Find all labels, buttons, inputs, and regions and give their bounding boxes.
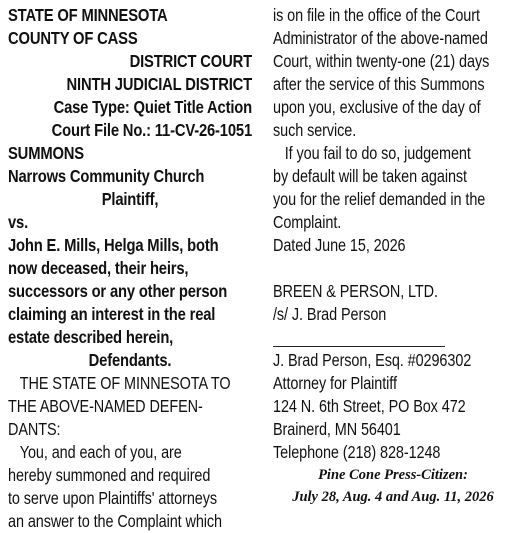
publication-paper: Pine Cone Press-Citizen: [318,467,468,483]
right-column [273,4,513,508]
body-line: hereby summoned and required [8,465,211,485]
spacer [273,257,513,280]
left-column [8,4,252,533]
body-line: Complaint. [273,212,342,232]
court-heading: DISTRICT COURT [129,51,252,71]
defendants-line: claiming an interest in the real [8,304,216,324]
body-line: to serve upon Plaintiffs' attorneys [8,488,218,508]
signature-rule [273,336,445,347]
attorney-street: 124 N. 6th Street, PO Box 472 [273,396,466,416]
document-title: SUMMONS [8,143,84,163]
case-type: Case Type: Quiet Title Action [53,97,252,117]
body-line: Court, within twenty-one (21) days [273,51,490,71]
defendants-line: successors or any other person [8,281,228,301]
court-file-number: Court File No.: 11-CV-26-1051 [51,120,253,140]
plaintiff-role: Plaintiff, [101,189,159,209]
body-line: such service. [273,120,357,140]
defendants-line: now deceased, their heirs, [8,258,189,278]
district-heading: NINTH JUDICIAL DISTRICT [66,74,253,94]
body-line: THE ABOVE-NAMED DEFEN- [8,396,203,416]
body-line: an answer to the Complaint which [8,511,222,531]
body-line: THE STATE OF MINNESOTA TO [19,373,231,393]
body-line: you for the relief demanded in the [273,189,486,209]
publication-dates: July 28, Aug. 4 and Aug. 11, 2026 [292,489,494,505]
attorney-city: Brainerd, MN 56401 [273,419,401,439]
defendants-role: Defendants. [88,350,172,370]
dated-line: Dated June 15, 2026 [273,235,406,255]
body-line: DANTS: [8,419,61,439]
body-line: is on file in the office of the Court [273,5,480,25]
firm-name: BREEN & PERSON, LTD. [273,281,438,301]
body-line: If you fail to do so, judgement [284,143,471,163]
attorney-phone: Telephone (218) 828-1248 [273,442,441,462]
defendants-line: estate described herein, [8,327,174,347]
versus: vs. [8,212,29,232]
body-line: by default will be taken against [273,166,467,186]
body-line: after the service of this Summons [273,74,485,94]
body-line: You, and each of you, are [19,442,182,462]
attorney-role: Attorney for Plaintiff [273,373,397,393]
signature-line: /s/ J. Brad Person [273,304,387,324]
body-line: upon you, exclusive of the day of [273,97,481,117]
defendants-line: John E. Mills, Helga Mills, both [8,235,219,255]
plaintiff-name: Narrows Community Church [8,166,205,186]
state-heading: STATE OF MINNESOTA [8,5,168,25]
body-line: Administrator of the above-named [273,28,488,48]
county-heading: COUNTY OF CASS [8,28,138,48]
attorney-name: J. Brad Person, Esq. #0296302 [273,350,472,370]
